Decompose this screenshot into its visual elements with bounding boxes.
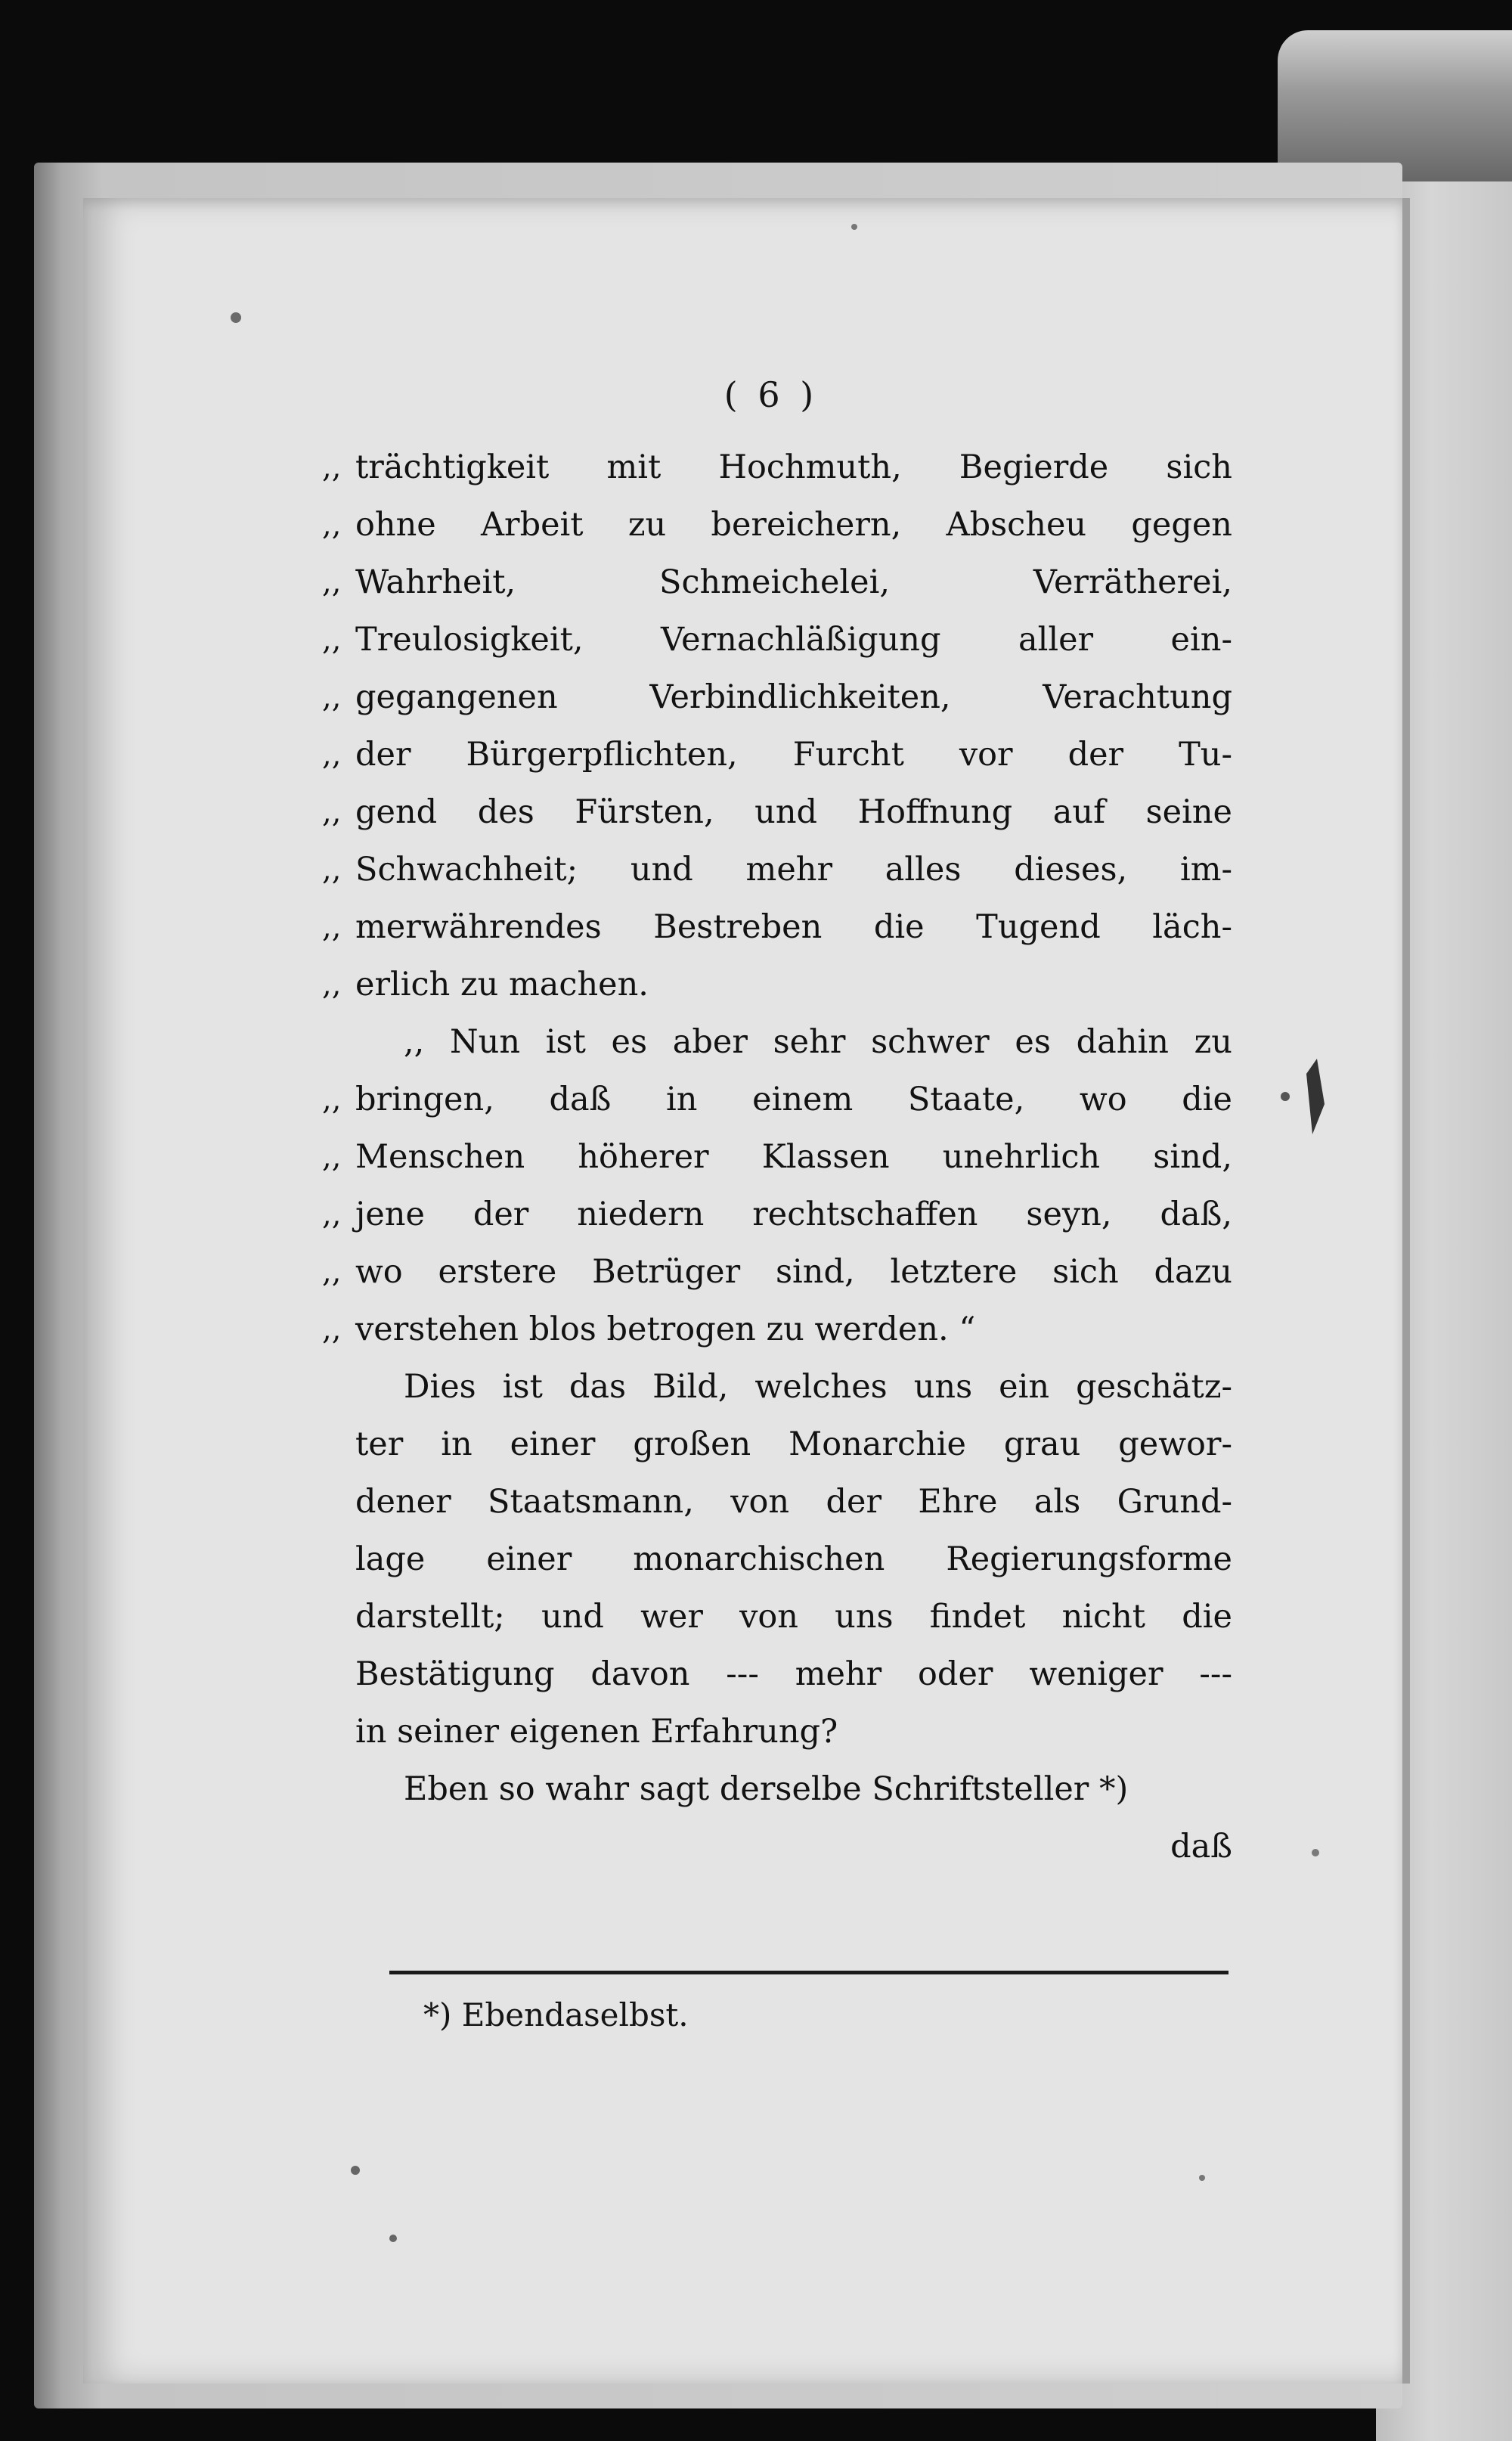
text-line [355, 1760, 1232, 1818]
text-line [355, 1473, 1232, 1531]
line-text: merwährendes Bestreben die Tugend läch- [355, 908, 1232, 946]
quotation-mark: ,, [322, 507, 342, 542]
text-line [355, 1013, 1232, 1071]
text-line [322, 726, 1232, 783]
line-text: verstehen blos betrogen zu werden. “ [355, 1310, 976, 1348]
footnote: *) Ebendaselbst. [423, 1996, 689, 2033]
line-text: Wahrheit, Schmeichelei, Verrätherei, [355, 563, 1232, 601]
quotation-mark: ,, [322, 910, 342, 944]
text-line [355, 1645, 1232, 1703]
quotation-mark: ,, [322, 565, 342, 600]
line-text: ter in einer großen Monarchie grau gewor- [355, 1425, 1232, 1463]
quotation-mark: ,, [322, 680, 342, 715]
line-text: Dies ist das Bild, welches uns ein geschätz- [404, 1368, 1232, 1406]
catchword: daß [1170, 1828, 1232, 1866]
text-line [322, 783, 1232, 841]
text-line [322, 1301, 1232, 1358]
text-line [322, 1186, 1232, 1243]
page-gutter [1402, 198, 1410, 2384]
line-text: erlich zu machen. [355, 966, 649, 1003]
quotation-mark: ,, [322, 795, 342, 830]
text-line [355, 1416, 1232, 1473]
line-text: Menschen höherer Klassen unehrlich sind, [355, 1138, 1232, 1176]
line-text: gegangenen Verbindlichkeiten, Verachtung [355, 678, 1232, 716]
quotation-mark: ,, [322, 450, 342, 485]
page-number: ( 6 ) [723, 374, 819, 415]
line-text: ,, Nun ist es aber sehr schwer es dahin zu [404, 1023, 1232, 1061]
text-line [355, 1588, 1232, 1645]
line-text: jene der niedern rechtschaffen seyn, daß, [355, 1196, 1232, 1233]
text-line [322, 554, 1232, 611]
line-text: Schwachheit; und mehr alles dieses, im- [355, 851, 1232, 889]
text-line [322, 439, 1232, 496]
text-line [322, 841, 1232, 898]
body-text [322, 439, 1232, 1875]
text-line [355, 1358, 1232, 1416]
line-text: dener Staatsmann, von der Ehre als Grund- [355, 1483, 1232, 1521]
quotation-mark: ,, [322, 967, 342, 1002]
text-line [322, 668, 1232, 726]
line-text: der Bürgerpflichten, Furcht vor der Tu- [355, 736, 1232, 774]
footnote-rule [389, 1971, 1228, 1974]
text-line [322, 898, 1232, 956]
text-line [355, 1531, 1232, 1588]
line-text: darstellt; und wer von uns findet nicht die [355, 1598, 1232, 1636]
quotation-mark: ,, [322, 1082, 342, 1117]
quotation-mark: ,, [322, 852, 342, 887]
line-text: Treulosigkeit, Vernachläßigung aller ein- [355, 621, 1232, 659]
quotation-mark: ,, [322, 1255, 342, 1289]
text-line [322, 1243, 1232, 1301]
text-line [322, 1128, 1232, 1186]
quotation-mark: ,, [322, 1197, 342, 1232]
text-line [322, 611, 1232, 668]
line-text: Eben so wahr sagt derselbe Schriftsteller *) [404, 1770, 1129, 1808]
text-line [322, 956, 1232, 1013]
text-line [322, 496, 1232, 554]
line-text: bringen, daß in einem Staate, wo die [355, 1081, 1232, 1118]
line-text: Bestätigung davon --- mehr oder weniger --- [355, 1655, 1232, 1693]
line-text: in seiner eigenen Erfahrung? [355, 1713, 838, 1751]
line-text: wo erstere Betrüger sind, letztere sich dazu [355, 1253, 1232, 1291]
quotation-mark: ,, [322, 737, 342, 772]
quotation-mark: ,, [322, 622, 342, 657]
text-line [322, 1071, 1232, 1128]
text-line [355, 1703, 1232, 1760]
quotation-mark: ,, [322, 1312, 342, 1347]
quotation-mark: ,, [322, 1140, 342, 1174]
line-text: ohne Arbeit zu bereichern, Abscheu gegen [355, 506, 1232, 544]
line-text: gend des Fürsten, und Hoffnung auf seine [355, 793, 1232, 831]
line-text: lage einer monarchischen Regierungsforme [355, 1540, 1232, 1578]
line-text: trächtigkeit mit Hochmuth, Begierde sich [355, 448, 1232, 486]
